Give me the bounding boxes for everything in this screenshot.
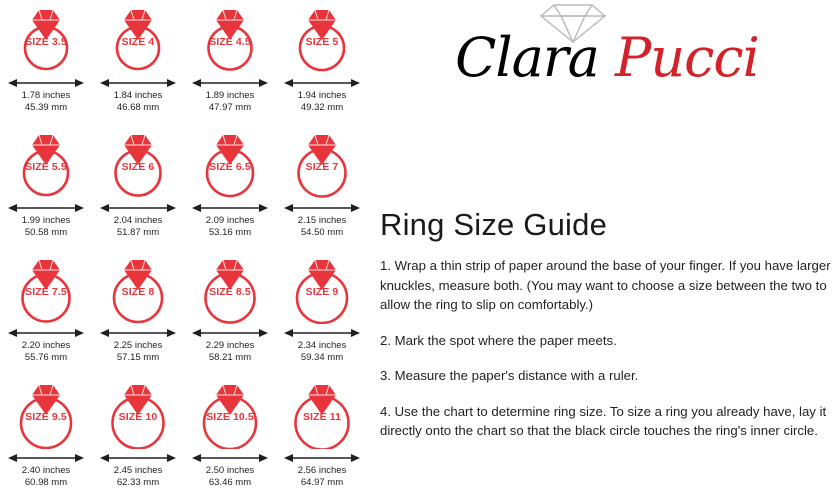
ring-size-label: SIZE 4.5 [209,36,251,48]
brand-name-first: Clara [455,26,599,89]
ring-illustration-icon [282,377,362,449]
ring-dimensions [0,465,92,489]
ring-size-label: SIZE 11 [302,411,342,423]
ring-inches: 1.84 inches [113,90,163,101]
page-title: Ring Size Guide [380,206,608,242]
ring-dimensions [0,340,92,364]
ring-dimensions [92,90,184,114]
brand-name-second: Pucci [615,26,759,89]
ring-illustration-icon [98,377,178,449]
ring-size-label: SIZE 10 [118,411,158,423]
ring-size-label: SIZE 4 [121,36,155,48]
measure-arrow-icon [284,76,360,88]
ring-size-label: SIZE 5.5 [25,161,67,173]
ring-inches: 2.29 inches [205,340,255,351]
ring-illustration-icon [282,252,362,324]
measure-arrow-icon [100,451,176,463]
ring-mm: 60.98 mm [24,477,68,488]
brand-name [382,28,832,88]
ring-mm: 49.32 mm [300,102,344,113]
ring-inches: 2.40 inches [21,465,71,476]
ring-chart-cell [184,250,276,375]
ring-size-label: SIZE 7 [305,161,339,173]
ring-chart-cell [0,250,92,375]
brand-logo [382,0,832,112]
ring-chart-cell [184,0,276,125]
ring-size-label: SIZE 8 [121,286,155,298]
ring-inches: 2.56 inches [297,465,347,476]
ring-mm: 55.76 mm [24,352,68,363]
ring-mm: 58.21 mm [208,352,252,363]
ring-size-label: SIZE 8.5 [209,286,251,298]
ring-mm: 46.68 mm [116,102,160,113]
ring-illustration-icon [98,127,178,199]
ring-inches: 2.50 inches [205,465,255,476]
guide-step: 4. Use the chart to determine ring size. To size a ring you already have, lay it directly onto the chart so that the black circle touches the ring's inner circle. [380,403,827,439]
ring-illustration-icon [282,2,362,74]
ring-dimensions [276,90,368,114]
ring-dimensions [0,215,92,239]
ring-mm: 50.58 mm [24,227,68,238]
ring-dimensions [0,90,92,114]
measure-arrow-icon [8,451,84,463]
ring-chart-cell [92,0,184,125]
ring-size-label: SIZE 10.5 [206,411,254,423]
measure-arrow-icon [8,201,84,213]
ring-illustration-icon [190,2,270,74]
ring-illustration-icon [190,127,270,199]
ring-mm: 51.87 mm [116,227,160,238]
ring-inches: 2.25 inches [113,340,163,351]
ring-chart-cell [92,125,184,250]
ring-dimensions [92,340,184,364]
ring-size-label: SIZE 6 [121,161,155,173]
measure-arrow-icon [284,326,360,338]
measure-arrow-icon [192,201,268,213]
ring-chart-cell [92,375,184,500]
measure-arrow-icon [284,451,360,463]
measure-arrow-icon [192,326,268,338]
ring-inches: 2.15 inches [297,215,347,226]
ring-chart-cell [184,125,276,250]
ring-chart-cell [92,250,184,375]
ring-mm: 54.50 mm [300,227,344,238]
ring-size-chart [0,0,368,501]
measure-arrow-icon [8,326,84,338]
ring-dimensions [184,465,276,489]
ring-dimensions [92,215,184,239]
measure-arrow-icon [192,76,268,88]
ring-chart-cell [184,375,276,500]
guide-steps [380,243,832,457]
measure-arrow-icon [192,451,268,463]
ring-chart-cell [276,0,368,125]
ring-dimensions [276,465,368,489]
ring-illustration-icon [282,127,362,199]
ring-illustration-icon [6,252,86,324]
ring-illustration-icon [98,2,178,74]
ring-inches: 1.99 inches [21,215,71,226]
ring-illustration-icon [6,377,86,449]
ring-mm: 62.33 mm [116,477,160,488]
ring-inches: 2.34 inches [297,340,347,351]
guide-panel [372,0,839,501]
guide-step: 1. Wrap a thin strip of paper around the base of your finger. If you have larger knuckles, measure both. (You may want to choose a size between the two to allow the ring to slip on comfortably.) [380,258,831,313]
ring-inches: 2.09 inches [205,215,255,226]
measure-arrow-icon [100,326,176,338]
ring-size-label: SIZE 5 [305,36,339,48]
ring-inches: 1.78 inches [21,90,71,101]
ring-illustration-icon [6,127,86,199]
ring-chart-cell [276,250,368,375]
ring-size-label: SIZE 9.5 [25,411,67,423]
ring-illustration-icon [6,2,86,74]
ring-size-label: SIZE 7.5 [25,286,67,298]
measure-arrow-icon [284,201,360,213]
ring-inches: 2.20 inches [21,340,71,351]
ring-chart-cell [0,375,92,500]
ring-size-label: SIZE 3.5 [25,36,67,48]
ring-mm: 57.15 mm [116,352,160,363]
ring-dimensions [184,90,276,114]
ring-chart-cell [0,0,92,125]
measure-arrow-icon [100,76,176,88]
ring-mm: 63.46 mm [208,477,252,488]
ring-size-label: SIZE 9 [305,286,339,298]
ring-inches: 1.89 inches [205,90,255,101]
ring-illustration-icon [190,377,270,449]
guide-step: 2. Mark the spot where the paper meets. [380,332,617,348]
guide-step: 3. Measure the paper's distance with a ruler. [380,368,639,384]
ring-chart-cell [276,375,368,500]
measure-arrow-icon [100,201,176,213]
ring-dimensions [184,340,276,364]
ring-inches: 2.45 inches [113,465,163,476]
ring-mm: 45.39 mm [24,102,68,113]
ring-mm: 59.34 mm [300,352,344,363]
ring-dimensions [92,465,184,489]
ring-size-label: SIZE 6.5 [209,161,251,173]
ring-mm: 53.16 mm [208,227,252,238]
ring-chart-cell [276,125,368,250]
ring-illustration-icon [190,252,270,324]
ring-dimensions [276,340,368,364]
ring-chart-cell [0,125,92,250]
ring-inches: 1.94 inches [297,90,347,101]
ring-illustration-icon [98,252,178,324]
ring-inches: 2.04 inches [113,215,163,226]
ring-mm: 47.97 mm [208,102,252,113]
ring-dimensions [276,215,368,239]
ring-mm: 64.97 mm [300,477,344,488]
ring-dimensions [184,215,276,239]
measure-arrow-icon [8,76,84,88]
